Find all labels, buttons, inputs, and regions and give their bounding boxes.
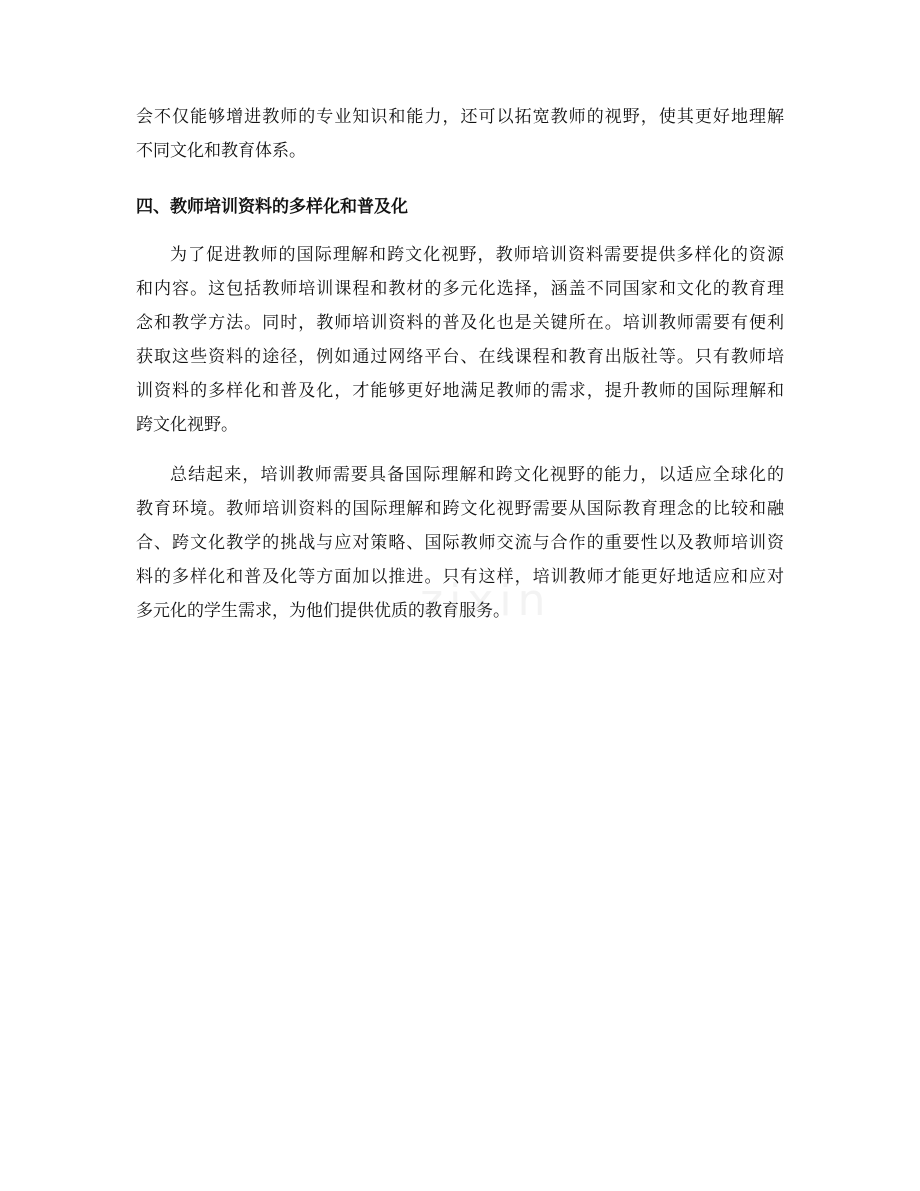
section-heading: 四、教师培训资料的多样化和普及化 xyxy=(136,197,408,217)
text-line: 训资料的多样化和普及化，才能够更好地满足教师的需求，提升教师的国际理解和 xyxy=(136,381,784,401)
text-line: 会不仅能够增进教师的专业知识和能力，还可以拓宽教师的视野，使其更好地理解 xyxy=(136,107,784,127)
watermark: zixin xyxy=(420,575,552,626)
intro-paragraph xyxy=(136,100,784,168)
document-page xyxy=(136,100,784,628)
text-line: 为了促进教师的国际理解和跨文化视野，教师培训资料需要提供多样化的资源 xyxy=(170,245,784,265)
text-line: 跨文化视野。 xyxy=(136,415,238,435)
paragraph-gap xyxy=(136,442,784,458)
text-line: 不同文化和教育体系。 xyxy=(136,141,306,161)
text-line: 料的多样化和普及化等方面加以推进。只有这样，培训教师才能更好地适应和应对 xyxy=(136,567,784,587)
text-line: 总结起来，培训教师需要具备国际理解和跨文化视野的能力，以适应全球化的 xyxy=(170,465,784,485)
paragraph-conclusion xyxy=(136,458,784,628)
text-line: 教育环境。教师培训资料的国际理解和跨文化视野需要从国际教育理念的比较和融 xyxy=(136,499,784,519)
text-line: 念和教学方法。同时，教师培训资料的普及化也是关键所在。培训教师需要有便利 xyxy=(136,313,784,333)
text-line: 合、跨文化教学的挑战与应对策略、国际教师交流与合作的重要性以及教师培训资 xyxy=(136,533,784,553)
paragraph-diversification xyxy=(136,238,784,442)
text-line: 多元化的学生需求，为他们提供优质的教育服务。 xyxy=(136,601,510,621)
text-line: 获取这些资料的途径，例如通过网络平台、在线课程和教育出版社等。只有教师培 xyxy=(136,347,784,367)
text-line: 和内容。这包括教师培训课程和教材的多元化选择，涵盖不同国家和文化的教育理 xyxy=(136,279,784,299)
